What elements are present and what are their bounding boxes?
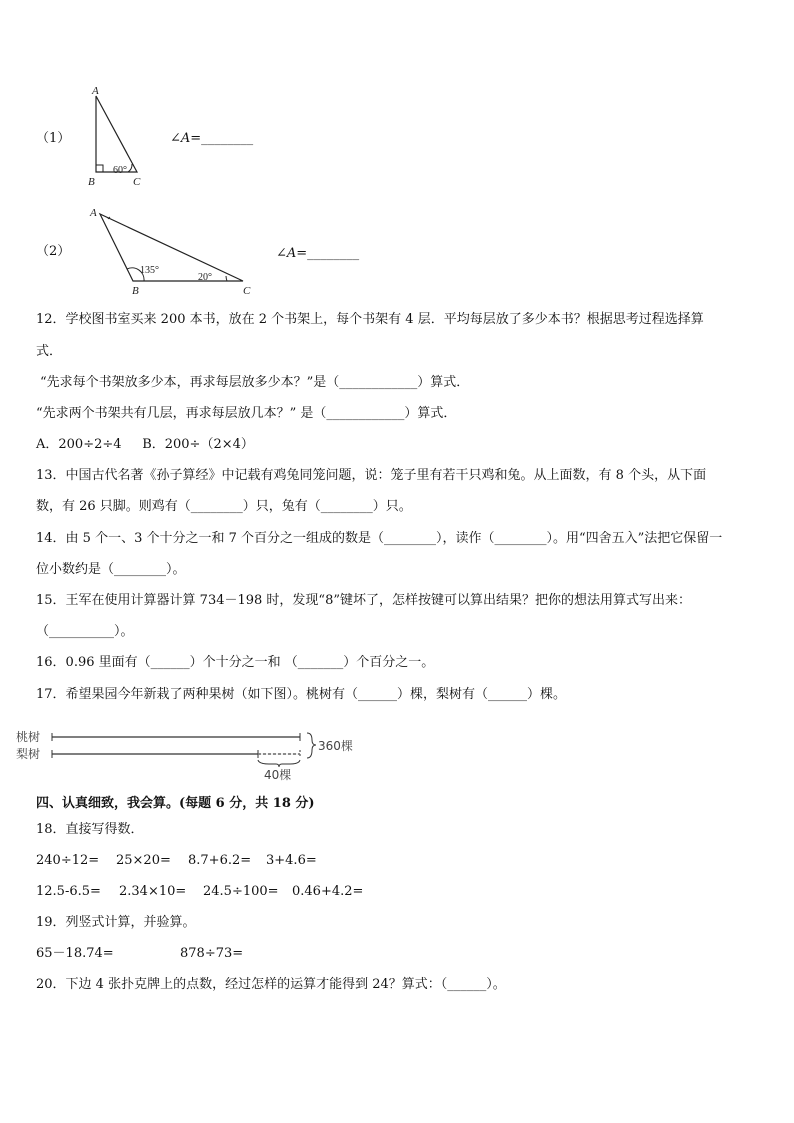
triangle-2-shape bbox=[100, 214, 243, 281]
right-angle-mark bbox=[96, 165, 103, 172]
q14-line-1: 14．由 5 个一、3 个十分之一和 7 个百分之一组成的数是（________），读作（________）。用“四舍五入”法把它保留一 bbox=[36, 531, 723, 546]
fig2-label: （2） bbox=[36, 244, 71, 259]
triangle-figure-1 bbox=[82, 84, 154, 192]
q13-line-1: 13．中国古代名著《孙子算经》中记载有鸡兔同笼问题，说：笼子里有若干只鸡和兔。从上面数，有 8 个头，从下面 bbox=[36, 468, 707, 483]
fig2-answer-prompt: ∠A=________ bbox=[276, 246, 360, 261]
vertex-b-label: B bbox=[88, 176, 95, 188]
angle-b-value: 135° bbox=[140, 265, 159, 276]
q18-calc-6: 2.34×10= bbox=[119, 884, 187, 899]
q19-calc-2: 878÷73= bbox=[180, 946, 244, 961]
q18-calc-2: 25×20= bbox=[116, 853, 171, 868]
q19-calc-1: 65－18.74= bbox=[36, 946, 114, 961]
q18-calc-4: 3+4.6= bbox=[266, 853, 317, 868]
q12-line-1: 12．学校图书室买来 200 本书，放在 2 个书架上，每个书架有 4 层．平均每层放了多少本书？根据思考过程选择算 bbox=[36, 312, 704, 327]
q13-line-2: 数，有 26 只脚。则鸡有（________）只，兔有（________）只。 bbox=[36, 499, 412, 514]
q20-line-1: 20．下边 4 张扑克牌上的点数，经过怎样的运算才能得到 24？算式：（______）。 bbox=[36, 977, 506, 992]
q19-line-1: 19．列竖式计算，并验算。 bbox=[36, 915, 196, 930]
q18-calc-7: 24.5÷100= bbox=[203, 884, 279, 899]
q18-calc-3: 8.7+6.2= bbox=[188, 853, 252, 868]
q18-line-1: 18．直接写得数． bbox=[36, 822, 144, 837]
peach-tree-label: 桃树 bbox=[16, 730, 41, 744]
q12-line-3: “先求每个书架放多少本，再求每层放多少本？”是（____________）算式． bbox=[40, 375, 470, 390]
section-4-title: 四、认真细致，我会算。(每题 6 分，共 18 分) bbox=[36, 796, 315, 811]
q14-line-2: 位小数约是（________）。 bbox=[36, 562, 186, 577]
q12-line-4: “先求两个书架共有几层，再求每层放几本？” 是（____________）算式． bbox=[36, 406, 457, 421]
q15-line-1: 15．王军在使用计算器计算 734－198 时，发现“8”键坏了，怎样按键可以算出结果？把你的想法用算式写出来： bbox=[36, 593, 691, 608]
triangle-1-shape bbox=[96, 96, 137, 172]
q12-options: A．200÷2÷4 B．200÷（2×4） bbox=[36, 437, 254, 452]
q15-line-2: （__________）。 bbox=[36, 624, 134, 639]
triangle-figure-2 bbox=[86, 204, 266, 298]
angle-c-arc bbox=[226, 276, 227, 281]
angle-c-value: 20° bbox=[198, 272, 212, 283]
fig1-label: （1） bbox=[36, 131, 71, 146]
q18-calc-8: 0.46+4.2= bbox=[292, 884, 364, 899]
total-brace bbox=[307, 733, 316, 758]
difference-label: 40棵 bbox=[264, 768, 292, 782]
vertex-c-label: C bbox=[133, 176, 141, 188]
angle-c-value: 60° bbox=[113, 165, 127, 176]
difference-brace bbox=[258, 760, 300, 767]
vertex-b-label: B bbox=[132, 285, 139, 297]
vertex-a-label: A bbox=[92, 85, 99, 97]
angle-c-arc bbox=[128, 164, 132, 172]
vertex-a-label: A bbox=[90, 207, 97, 219]
fruit-tree-line-diagram bbox=[14, 723, 354, 783]
fig1-answer-prompt: ∠A=________ bbox=[170, 131, 254, 146]
q18-calc-5: 12.5-6.5= bbox=[36, 884, 101, 899]
q16-line-1: 16．0.96 里面有（______）个十分之一和 （_______）个百分之一。 bbox=[36, 655, 435, 670]
vertex-c-label: C bbox=[243, 285, 251, 297]
total-label: 360棵 bbox=[318, 739, 353, 753]
pear-tree-label: 梨树 bbox=[16, 747, 41, 761]
q17-line-1: 17．希望果园今年新栽了两种果树（如下图）。桃树有（______）棵，梨树有（______）棵。 bbox=[36, 687, 567, 702]
q18-calc-1: 240÷12= bbox=[36, 853, 100, 868]
q12-line-2: 式． bbox=[36, 344, 63, 359]
